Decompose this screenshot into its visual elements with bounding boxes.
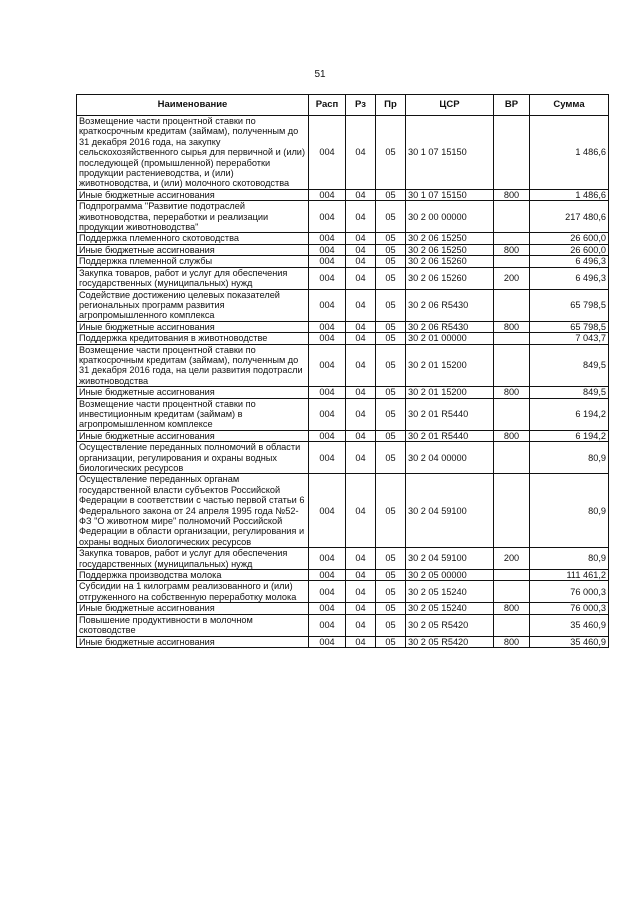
row-csr-cell: 30 2 01 R5440 <box>406 430 494 441</box>
row-vr-cell <box>494 333 530 344</box>
row-sum-cell: 111 461,2 <box>530 570 609 581</box>
header-csr: ЦСР <box>406 95 494 116</box>
table-row <box>77 636 609 647</box>
row-vr-cell <box>494 201 530 233</box>
row-rasp-cell: 004 <box>309 614 346 636</box>
row-pr-cell: 05 <box>376 442 406 474</box>
row-vr-cell: 200 <box>494 548 530 570</box>
row-csr-cell: 30 2 01 R5440 <box>406 398 494 430</box>
row-csr-cell: 30 2 06 15260 <box>406 267 494 289</box>
page-number: 51 <box>314 69 326 80</box>
row-rasp-cell: 004 <box>309 289 346 321</box>
row-rz-cell: 04 <box>346 256 376 267</box>
row-rz-cell: 04 <box>346 244 376 255</box>
row-sum-cell: 6 194,2 <box>530 398 609 430</box>
row-csr-cell: 30 1 07 15150 <box>406 116 494 190</box>
row-rasp-cell: 004 <box>309 430 346 441</box>
table-row <box>77 548 609 570</box>
row-rz-cell: 04 <box>346 548 376 570</box>
row-sum-cell: 1 486,6 <box>530 116 609 190</box>
row-rz-cell: 04 <box>346 267 376 289</box>
row-csr-cell: 30 2 04 59100 <box>406 548 494 570</box>
row-csr-cell: 30 2 05 00000 <box>406 570 494 581</box>
row-rasp-cell: 004 <box>309 636 346 647</box>
row-name-cell: Иные бюджетные ассигнования <box>77 603 309 614</box>
row-name-cell: Поддержка племенного скотоводства <box>77 233 309 244</box>
table-row <box>77 614 609 636</box>
row-rasp-cell: 004 <box>309 548 346 570</box>
row-pr-cell: 05 <box>376 398 406 430</box>
row-pr-cell: 05 <box>376 289 406 321</box>
row-sum-cell: 80,9 <box>530 548 609 570</box>
header-rz: Рз <box>346 95 376 116</box>
row-pr-cell: 05 <box>376 636 406 647</box>
row-sum-cell: 80,9 <box>530 442 609 474</box>
row-rasp-cell: 004 <box>309 581 346 603</box>
header-vr: ВР <box>494 95 530 116</box>
table-row <box>77 116 609 190</box>
row-pr-cell: 05 <box>376 387 406 398</box>
row-vr-cell <box>494 474 530 548</box>
row-sum-cell: 6 194,2 <box>530 430 609 441</box>
row-vr-cell <box>494 289 530 321</box>
row-name-cell: Подпрограмма "Развитие подотраслей животноводства, переработки и реализации продукции животноводства" <box>77 201 309 233</box>
row-pr-cell: 05 <box>376 267 406 289</box>
row-pr-cell: 05 <box>376 570 406 581</box>
row-name-cell: Содействие достижению целевых показателей региональных программ развития агропромышленного комплекса <box>77 289 309 321</box>
row-pr-cell: 05 <box>376 321 406 332</box>
row-name-cell: Поддержка кредитования в животноводстве <box>77 333 309 344</box>
row-rz-cell: 04 <box>346 321 376 332</box>
row-vr-cell <box>494 581 530 603</box>
row-vr-cell: 800 <box>494 189 530 200</box>
row-sum-cell: 6 496,3 <box>530 267 609 289</box>
row-name-cell: Иные бюджетные ассигнования <box>77 636 309 647</box>
row-csr-cell: 30 2 06 R5430 <box>406 289 494 321</box>
row-csr-cell: 30 2 06 R5430 <box>406 321 494 332</box>
row-rasp-cell: 004 <box>309 116 346 190</box>
row-sum-cell: 65 798,5 <box>530 289 609 321</box>
row-rz-cell: 04 <box>346 201 376 233</box>
table-row <box>77 321 609 332</box>
row-name-cell: Осуществление переданных полномочий в области организации, регулирования и охраны водных биологических ресурсов <box>77 442 309 474</box>
row-sum-cell: 6 496,3 <box>530 256 609 267</box>
row-csr-cell: 30 2 05 15240 <box>406 603 494 614</box>
row-rasp-cell: 004 <box>309 398 346 430</box>
row-name-cell: Иные бюджетные ассигнования <box>77 430 309 441</box>
row-sum-cell: 849,5 <box>530 387 609 398</box>
row-sum-cell: 26 600,0 <box>530 233 609 244</box>
table-row <box>77 581 609 603</box>
row-vr-cell: 200 <box>494 267 530 289</box>
row-name-cell: Возмещение части процентной ставки по краткосрочным кредитам (займам), полученным до 31 декабря 2016 года, на цели развития подотрасли животноводства <box>77 344 309 387</box>
row-vr-cell <box>494 398 530 430</box>
row-name-cell: Повышение продуктивности в молочном скотоводстве <box>77 614 309 636</box>
row-rz-cell: 04 <box>346 636 376 647</box>
row-pr-cell: 05 <box>376 430 406 441</box>
row-name-cell: Иные бюджетные ассигнования <box>77 321 309 332</box>
table-row <box>77 256 609 267</box>
row-rz-cell: 04 <box>346 614 376 636</box>
row-rz-cell: 04 <box>346 233 376 244</box>
row-pr-cell: 05 <box>376 333 406 344</box>
row-sum-cell: 26 600,0 <box>530 244 609 255</box>
row-pr-cell: 05 <box>376 244 406 255</box>
row-name-cell: Возмещение части процентной ставки по краткосрочным кредитам (займам), полученным до 31 декабря 2016 года, на закупку сельскохозяйственного сырья для первичной и (или) последующей (промышленной) переработки продукции растениеводства, и (или) животноводства, и (или) молочного скотоводства <box>77 116 309 190</box>
row-sum-cell: 1 486,6 <box>530 189 609 200</box>
row-rz-cell: 04 <box>346 289 376 321</box>
row-vr-cell <box>494 442 530 474</box>
row-csr-cell: 30 2 01 15200 <box>406 344 494 387</box>
header-sum: Сумма <box>530 95 609 116</box>
row-rz-cell: 04 <box>346 398 376 430</box>
row-rasp-cell: 004 <box>309 244 346 255</box>
row-name-cell: Иные бюджетные ассигнования <box>77 189 309 200</box>
table-row <box>77 267 609 289</box>
row-vr-cell <box>494 233 530 244</box>
row-rz-cell: 04 <box>346 430 376 441</box>
table-body <box>77 116 609 648</box>
row-pr-cell: 05 <box>376 603 406 614</box>
row-sum-cell: 76 000,3 <box>530 603 609 614</box>
row-rz-cell: 04 <box>346 442 376 474</box>
row-vr-cell: 800 <box>494 636 530 647</box>
table-row <box>77 244 609 255</box>
row-pr-cell: 05 <box>376 233 406 244</box>
header-name: Наименование <box>77 95 309 116</box>
table-row <box>77 442 609 474</box>
row-vr-cell <box>494 614 530 636</box>
row-rasp-cell: 004 <box>309 603 346 614</box>
row-rz-cell: 04 <box>346 189 376 200</box>
row-pr-cell: 05 <box>376 614 406 636</box>
row-sum-cell: 849,5 <box>530 344 609 387</box>
row-name-cell: Иные бюджетные ассигнования <box>77 387 309 398</box>
row-vr-cell: 800 <box>494 244 530 255</box>
table-row <box>77 344 609 387</box>
row-rasp-cell: 004 <box>309 256 346 267</box>
row-csr-cell: 30 1 07 15150 <box>406 189 494 200</box>
row-rz-cell: 04 <box>346 570 376 581</box>
table-row <box>77 233 609 244</box>
row-csr-cell: 30 2 04 00000 <box>406 442 494 474</box>
row-sum-cell: 217 480,6 <box>530 201 609 233</box>
row-vr-cell <box>494 256 530 267</box>
row-pr-cell: 05 <box>376 256 406 267</box>
row-name-cell: Возмещение части процентной ставки по инвестиционным кредитам (займам) в агропромышленном комплексе <box>77 398 309 430</box>
row-csr-cell: 30 2 05 15240 <box>406 581 494 603</box>
row-csr-cell: 30 2 04 59100 <box>406 474 494 548</box>
row-vr-cell <box>494 570 530 581</box>
row-rasp-cell: 004 <box>309 387 346 398</box>
row-rz-cell: 04 <box>346 116 376 190</box>
row-sum-cell: 80,9 <box>530 474 609 548</box>
header-pr: Пр <box>376 95 406 116</box>
row-csr-cell: 30 2 06 15260 <box>406 256 494 267</box>
row-rasp-cell: 004 <box>309 474 346 548</box>
table-row <box>77 189 609 200</box>
row-vr-cell <box>494 344 530 387</box>
row-rasp-cell: 004 <box>309 267 346 289</box>
row-pr-cell: 05 <box>376 189 406 200</box>
table-row <box>77 430 609 441</box>
row-rz-cell: 04 <box>346 474 376 548</box>
row-rz-cell: 04 <box>346 333 376 344</box>
row-sum-cell: 65 798,5 <box>530 321 609 332</box>
row-csr-cell: 30 2 06 15250 <box>406 244 494 255</box>
row-name-cell: Закупка товаров, работ и услуг для обеспечения государственных (муниципальных) нужд <box>77 548 309 570</box>
row-csr-cell: 30 2 05 R5420 <box>406 614 494 636</box>
row-rasp-cell: 004 <box>309 333 346 344</box>
row-csr-cell: 30 2 05 R5420 <box>406 636 494 647</box>
row-csr-cell: 30 2 00 00000 <box>406 201 494 233</box>
row-sum-cell: 7 043,7 <box>530 333 609 344</box>
row-pr-cell: 05 <box>376 474 406 548</box>
row-rasp-cell: 004 <box>309 189 346 200</box>
row-rz-cell: 04 <box>346 344 376 387</box>
row-rasp-cell: 004 <box>309 442 346 474</box>
row-name-cell: Осуществление переданных органам государственной власти субъектов Российской Федерации в соответствии с частью первой статьи 6 Федерального закона от 24 апреля 1995 года №52-ФЗ "О животном мире" полномочий Российской Федерации в области организации, регулирования и охраны водных биологических ресурсов <box>77 474 309 548</box>
row-vr-cell: 800 <box>494 387 530 398</box>
row-rz-cell: 04 <box>346 387 376 398</box>
row-rz-cell: 04 <box>346 581 376 603</box>
header-rasp: Расп <box>309 95 346 116</box>
row-csr-cell: 30 2 01 15200 <box>406 387 494 398</box>
row-rz-cell: 04 <box>346 603 376 614</box>
row-rasp-cell: 004 <box>309 570 346 581</box>
row-sum-cell: 76 000,3 <box>530 581 609 603</box>
table-row <box>77 289 609 321</box>
table-row <box>77 201 609 233</box>
row-pr-cell: 05 <box>376 116 406 190</box>
row-csr-cell: 30 2 06 15250 <box>406 233 494 244</box>
row-pr-cell: 05 <box>376 344 406 387</box>
table-row <box>77 570 609 581</box>
row-rasp-cell: 004 <box>309 201 346 233</box>
table-row <box>77 398 609 430</box>
row-sum-cell: 35 460,9 <box>530 636 609 647</box>
row-pr-cell: 05 <box>376 548 406 570</box>
row-name-cell: Поддержка племенной службы <box>77 256 309 267</box>
row-name-cell: Поддержка производства молока <box>77 570 309 581</box>
row-pr-cell: 05 <box>376 581 406 603</box>
row-rasp-cell: 004 <box>309 233 346 244</box>
row-vr-cell: 800 <box>494 321 530 332</box>
row-name-cell: Иные бюджетные ассигнования <box>77 244 309 255</box>
row-vr-cell: 800 <box>494 603 530 614</box>
row-vr-cell: 800 <box>494 430 530 441</box>
row-rasp-cell: 004 <box>309 344 346 387</box>
table-header-row <box>77 95 609 116</box>
row-name-cell: Субсидии на 1 килограмм реализованного и (или) отгруженного на собственную переработку молока <box>77 581 309 603</box>
row-rasp-cell: 004 <box>309 321 346 332</box>
table-row <box>77 474 609 548</box>
row-sum-cell: 35 460,9 <box>530 614 609 636</box>
row-pr-cell: 05 <box>376 201 406 233</box>
row-name-cell: Закупка товаров, работ и услуг для обеспечения государственных (муниципальных) нужд <box>77 267 309 289</box>
row-vr-cell <box>494 116 530 190</box>
table-row <box>77 387 609 398</box>
table-row <box>77 333 609 344</box>
row-csr-cell: 30 2 01 00000 <box>406 333 494 344</box>
table-row <box>77 603 609 614</box>
budget-table <box>76 94 609 648</box>
